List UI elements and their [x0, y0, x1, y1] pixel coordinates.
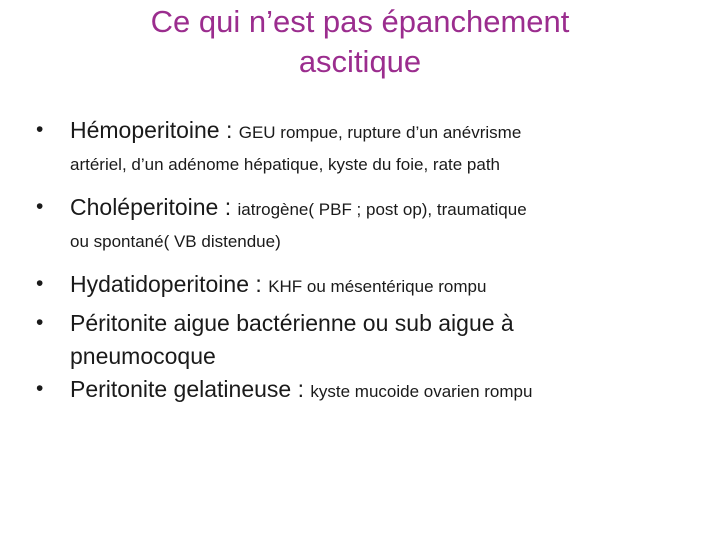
bullet-heading: Peritonite gelatineuse : — [70, 376, 311, 402]
bullet-detail: KHF ou mésentérique rompu — [268, 277, 487, 296]
bullet-dot: • — [36, 195, 44, 218]
bullet-heading: Hémoperitoine : — [70, 117, 239, 143]
bullet-continuation: artériel, d’un adénome hépatique, kyste du foie, rate path — [70, 155, 501, 174]
bullet-continuation: pneumocoque — [70, 343, 216, 369]
bullet-list — [36, 112, 704, 410]
bullet-dot: • — [36, 311, 44, 334]
title-line-2: ascitique — [298, 44, 422, 79]
bullet-hydatidoperitoine — [36, 266, 704, 305]
bullet-hemoperitoine — [36, 112, 704, 179]
bullet-continuation: ou spontané( VB distendue) — [70, 232, 281, 251]
title-line-1: Ce qui n’est pas épanchement — [150, 4, 570, 39]
bullet-dot: • — [36, 118, 44, 141]
bullet-choleperitoine — [36, 189, 704, 256]
bullet-heading: Péritonite aigue bactérienne ou sub aigue à — [70, 310, 514, 336]
slide-title — [60, 2, 660, 82]
bullet-heading: Choléperitoine : — [70, 194, 238, 220]
bullet-peritonite-gelatineuse — [36, 371, 704, 410]
bullet-peritonite-aigue — [36, 305, 704, 371]
bullet-detail: GEU rompue, rupture d’un anévrisme — [238, 123, 522, 142]
bullet-dot: • — [36, 377, 44, 400]
bullet-heading: Hydatidoperitoine : — [70, 271, 269, 297]
bullet-detail: iatrogène( PBF ; post op), traumatique — [237, 200, 527, 219]
bullet-detail: kyste mucoide ovarien rompu — [310, 382, 533, 401]
bullet-dot: • — [36, 272, 44, 295]
